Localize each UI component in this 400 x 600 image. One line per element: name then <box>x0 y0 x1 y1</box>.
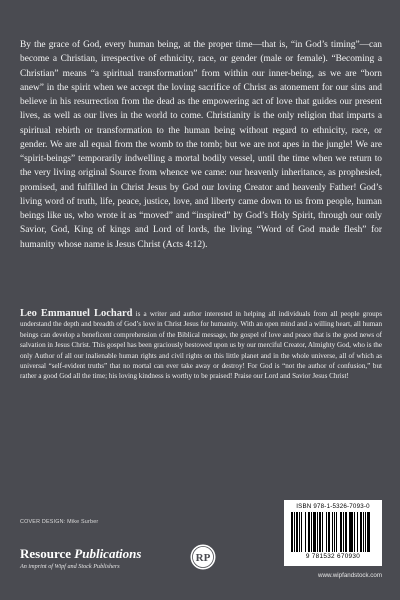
barcode-box <box>284 500 382 566</box>
author-name: Leo Emmanuel Lochard <box>20 308 133 319</box>
barcode-stripe <box>370 512 371 552</box>
author-bio-text: is a writer and author interested in helping all individuals from all people groups understand the depth and breadth of God’s love in Christ Jesus for humanity. With an open mind and a willing heart, all human beings can develop a beneficent comprehension of the Biblical message, the gospel of love and peace that is the good news of salvation in Jesus Christ. This gospel has been graciously bestowed upon us by our merciful Creator, Almighty God, who is the only Author of all our inalienable human rights and civil rights on this little planet and in the whole universe, all of which as universal “self-evident truths” that no mortal can ever take away or destroy! For God is “not the author of confusion,” but rather a good God all the time; his loving kindness is worthy to be praised! Praise our Lord and Savior Jesus Christ! <box>20 310 382 381</box>
author-bio <box>20 309 382 382</box>
publisher-block <box>20 546 220 586</box>
publisher-name-part2: Publications <box>74 546 142 561</box>
publisher-name-part1: Resource <box>20 546 75 561</box>
publisher-logo-icon <box>190 544 216 570</box>
cover-design-credit: COVER DESIGN: Mike Surber <box>20 519 99 525</box>
publisher-name <box>20 546 141 562</box>
cover-blurb: By the grace of God, every human being, at the proper time—that is, “in God’s timing”—can become a Christian, irrespective of ethnicity, race, or gender (male or female). “Becoming a Christian” means “a spiritual transformation” from within our inner-being, as we are “born anew” in the spirit when we accept the loving sacrifice of Christ as atonement for our sins and believe in his resurrection from the dead as the empowering act of love that guides our present lives, as well as our lives in the world to come. Christianity is the only religion that imparts a spiritual rebirth or transformation to the human being without regard to ethnicity, race, or gender. We are all equal from the womb to the tomb; but we are not apes in the jungle! We are “spirit-beings” temporarily indwelling a mortal bodily vessel, until the time when we return to the very living original Source from whence we came: our heavenly inheritance, as prophesied, promised, and fulfilled in Christ Jesus by God our loving Creator and heavenly Father! God’s living word of truth, life, peace, justice, love, and liberty came down to us from people, human beings like us, who wrote it as “moved” and “inspired” by God’s Holy Spirit, through our only Savior, God, King of kings and Lord of lords, the living “Word of God made flesh” for humanity whose name is Jesus Christ (Acts 4:12). <box>20 40 382 250</box>
publisher-website: www.wipfandstock.com <box>318 572 382 579</box>
barcode-digits: 9 781532 670930 <box>305 553 361 560</box>
publisher-logo-letters: RP <box>195 552 211 564</box>
publisher-imprint: An imprint of Wipf and Stock Publishers <box>20 563 120 570</box>
isbn-label: ISBN 978-1-5326-7093-0 <box>296 503 370 510</box>
barcode-icon <box>291 512 375 552</box>
